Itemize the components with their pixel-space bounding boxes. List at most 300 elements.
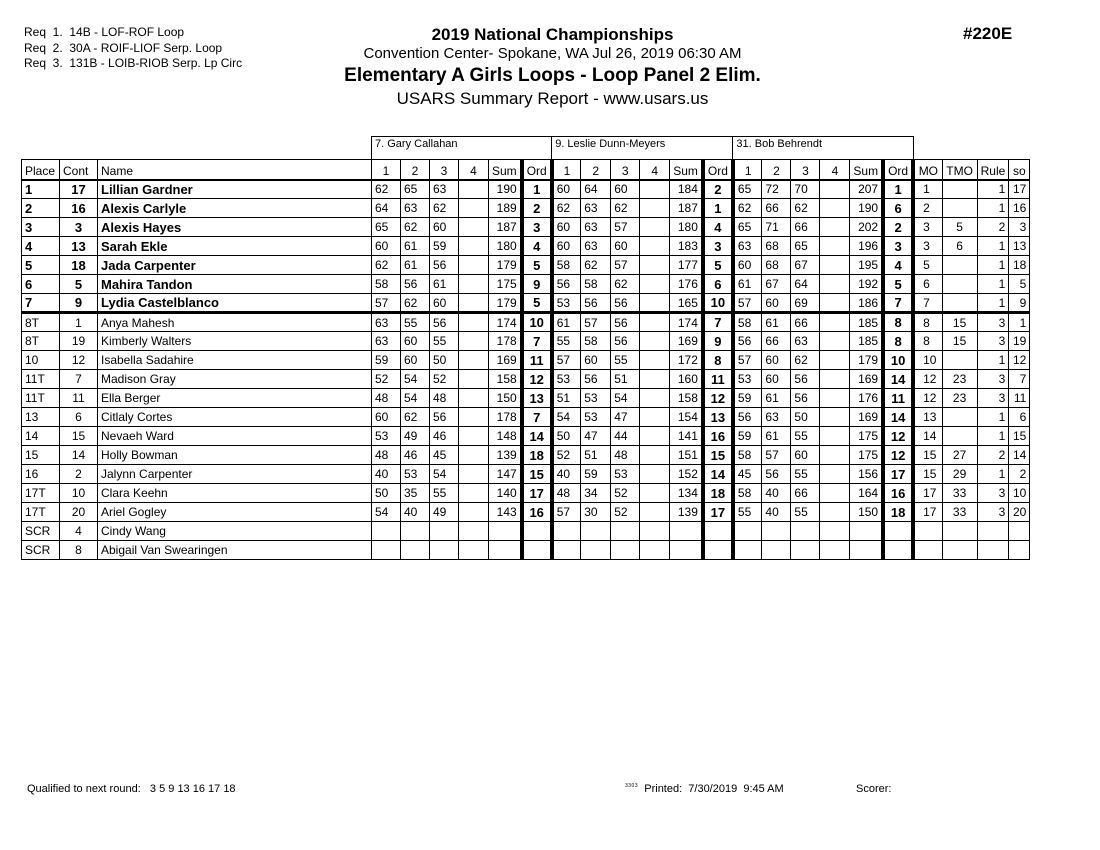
rule-cell bbox=[977, 522, 1009, 541]
skater-name-cell: Citlaly Cortes bbox=[98, 408, 372, 427]
judge3-score-1-cell: 45 bbox=[733, 465, 762, 484]
judge1-ordinal-cell: 1 bbox=[522, 180, 552, 199]
rule-cell: 1 bbox=[977, 408, 1009, 427]
judge1-score-4-cell bbox=[459, 237, 489, 256]
table-row bbox=[22, 351, 1030, 370]
tmo-cell bbox=[942, 294, 977, 313]
judge1-score-3-cell: 52 bbox=[430, 370, 459, 389]
mo-cell: 12 bbox=[913, 370, 942, 389]
judge-3-name: 31. Bob Behrendt bbox=[733, 137, 913, 160]
judge2-score-3-cell: 47 bbox=[611, 408, 640, 427]
column-header-so: so bbox=[1009, 160, 1030, 180]
tmo-cell bbox=[942, 351, 977, 370]
judge3-score-2-cell bbox=[762, 541, 791, 560]
judge2-score-2-cell: 30 bbox=[581, 503, 611, 522]
version-code: 3303 bbox=[625, 783, 639, 789]
judge1-score-1-cell: 57 bbox=[372, 294, 401, 313]
mo-cell: 12 bbox=[913, 389, 942, 408]
judge3-score-1-cell: 59 bbox=[733, 427, 762, 446]
judge2-score-2-cell: 58 bbox=[581, 275, 611, 294]
place-cell: 8T bbox=[22, 313, 60, 332]
mo-cell: 8 bbox=[913, 332, 942, 351]
judge1-sum-cell: 148 bbox=[489, 427, 522, 446]
skater-name-cell: Alexis Hayes bbox=[98, 218, 372, 237]
place-cell: 7 bbox=[22, 294, 60, 313]
judge2-score-2-cell: 59 bbox=[581, 465, 611, 484]
tmo-cell: 29 bbox=[942, 465, 977, 484]
judge1-score-4-cell bbox=[459, 351, 489, 370]
tmo-cell: 23 bbox=[942, 370, 977, 389]
judge1-score-2-cell: 61 bbox=[401, 256, 430, 275]
mo-cell: 3 bbox=[913, 237, 942, 256]
judge3-score-4-cell bbox=[820, 275, 850, 294]
judge3-score-4-cell bbox=[820, 199, 850, 218]
judge2-score-1-cell: 54 bbox=[552, 408, 581, 427]
judge3-score-4-cell bbox=[820, 351, 850, 370]
judge3-sum-cell: 175 bbox=[850, 446, 883, 465]
judge2-score-2-cell: 63 bbox=[581, 237, 611, 256]
judge3-score-1-cell: 56 bbox=[733, 332, 762, 351]
judge2-score-4-cell bbox=[640, 370, 670, 389]
judge2-score-4-cell bbox=[640, 180, 670, 199]
rule-cell: 1 bbox=[977, 237, 1009, 256]
judge3-score-2-cell: 56 bbox=[762, 465, 791, 484]
judge2-score-1-cell: 57 bbox=[552, 351, 581, 370]
table-row bbox=[22, 275, 1030, 294]
tmo-cell: 27 bbox=[942, 446, 977, 465]
judge2-ordinal-cell: 9 bbox=[703, 332, 733, 351]
judge2-score-2-cell: 53 bbox=[581, 408, 611, 427]
judge3-ordinal-cell: 12 bbox=[883, 446, 913, 465]
mo-cell: 2 bbox=[913, 199, 942, 218]
judge1-score-3-cell: 60 bbox=[430, 218, 459, 237]
judge1-score-3-cell: 59 bbox=[430, 237, 459, 256]
judge1-ordinal-cell: 10 bbox=[522, 313, 552, 332]
judge3-score-2-cell: 66 bbox=[762, 332, 791, 351]
place-cell: 11T bbox=[22, 389, 60, 408]
judge3-score-2-cell: 71 bbox=[762, 218, 791, 237]
column-header-judge3-sum: Sum bbox=[850, 160, 883, 180]
judge1-score-2-cell: 40 bbox=[401, 503, 430, 522]
column-header-judge1-sum: Sum bbox=[489, 160, 522, 180]
place-cell: 16 bbox=[22, 465, 60, 484]
judge3-score-2-cell: 57 bbox=[762, 446, 791, 465]
skater-name-cell: Lydia Castelblanco bbox=[98, 294, 372, 313]
cont-cell: 7 bbox=[60, 370, 98, 389]
place-cell: 1 bbox=[22, 180, 60, 199]
judge1-score-2-cell: 65 bbox=[401, 180, 430, 199]
judge3-score-3-cell bbox=[791, 522, 820, 541]
judge2-score-1-cell: 50 bbox=[552, 427, 581, 446]
judge1-score-3-cell: 50 bbox=[430, 351, 459, 370]
judge2-score-1-cell: 57 bbox=[552, 503, 581, 522]
skater-name-cell: Anya Mahesh bbox=[98, 313, 372, 332]
column-header-judge1-2: 2 bbox=[401, 160, 430, 180]
rule-cell: 1 bbox=[977, 180, 1009, 199]
judge2-score-2-cell: 64 bbox=[581, 180, 611, 199]
judge3-score-3-cell: 55 bbox=[791, 427, 820, 446]
tmo-cell: 23 bbox=[942, 389, 977, 408]
judge2-score-1-cell: 60 bbox=[552, 237, 581, 256]
rule-cell: 1 bbox=[977, 199, 1009, 218]
judge3-score-2-cell: 61 bbox=[762, 389, 791, 408]
tmo-cell: 5 bbox=[942, 218, 977, 237]
judge3-ordinal-cell: 10 bbox=[883, 351, 913, 370]
judge1-score-1-cell bbox=[372, 522, 401, 541]
judge2-score-2-cell: 51 bbox=[581, 446, 611, 465]
judge3-score-4-cell bbox=[820, 218, 850, 237]
judge3-ordinal-cell: 8 bbox=[883, 313, 913, 332]
judge3-score-1-cell bbox=[733, 522, 762, 541]
column-header-judge2-ord: Ord bbox=[703, 160, 733, 180]
judge3-ordinal-cell: 12 bbox=[883, 427, 913, 446]
column-header-judge2-2: 2 bbox=[581, 160, 611, 180]
judge3-score-3-cell: 55 bbox=[791, 503, 820, 522]
judge1-sum-cell: 178 bbox=[489, 408, 522, 427]
so-cell: 17 bbox=[1009, 180, 1030, 199]
judge3-score-2-cell: 60 bbox=[762, 370, 791, 389]
so-cell: 20 bbox=[1009, 503, 1030, 522]
tmo-cell bbox=[942, 180, 977, 199]
place-cell: 15 bbox=[22, 446, 60, 465]
place-cell: 5 bbox=[22, 256, 60, 275]
judge1-score-3-cell bbox=[430, 522, 459, 541]
rule-cell: 3 bbox=[977, 484, 1009, 503]
judge2-sum-cell: 151 bbox=[670, 446, 703, 465]
judge3-score-2-cell: 66 bbox=[762, 199, 791, 218]
judge2-sum-cell: 184 bbox=[670, 180, 703, 199]
judge3-sum-cell: 156 bbox=[850, 465, 883, 484]
judge1-score-3-cell bbox=[430, 541, 459, 560]
column-header-judge1-4: 4 bbox=[459, 160, 489, 180]
cont-cell: 20 bbox=[60, 503, 98, 522]
judge3-score-4-cell bbox=[820, 332, 850, 351]
judge1-sum-cell: 189 bbox=[489, 199, 522, 218]
judge1-score-4-cell bbox=[459, 256, 489, 275]
judge2-sum-cell: 154 bbox=[670, 408, 703, 427]
judge1-score-3-cell: 60 bbox=[430, 294, 459, 313]
skater-name-cell: Madison Gray bbox=[98, 370, 372, 389]
judge1-sum-cell bbox=[489, 541, 522, 560]
judge3-sum-cell: 150 bbox=[850, 503, 883, 522]
so-cell: 9 bbox=[1009, 294, 1030, 313]
judge2-score-4-cell bbox=[640, 275, 670, 294]
table-row bbox=[22, 541, 1030, 560]
judge1-score-4-cell bbox=[459, 503, 489, 522]
judge2-score-3-cell: 52 bbox=[611, 484, 640, 503]
scorer-label: Scorer: bbox=[856, 783, 892, 795]
mo-cell: 3 bbox=[913, 218, 942, 237]
judge2-score-2-cell bbox=[581, 522, 611, 541]
judge3-score-1-cell: 59 bbox=[733, 389, 762, 408]
judge1-score-3-cell: 62 bbox=[430, 199, 459, 218]
judge3-score-1-cell: 57 bbox=[733, 294, 762, 313]
requirement-1: Req 1. 14B - LOF-ROF Loop bbox=[24, 25, 185, 39]
cont-cell: 2 bbox=[60, 465, 98, 484]
judge3-score-1-cell: 58 bbox=[733, 484, 762, 503]
so-cell: 7 bbox=[1009, 370, 1030, 389]
judge1-sum-cell: 143 bbox=[489, 503, 522, 522]
tmo-cell bbox=[942, 541, 977, 560]
judge3-score-2-cell: 68 bbox=[762, 256, 791, 275]
judge3-ordinal-cell bbox=[883, 522, 913, 541]
judge2-score-4-cell bbox=[640, 389, 670, 408]
table-row bbox=[22, 503, 1030, 522]
judge2-score-2-cell: 57 bbox=[581, 313, 611, 332]
judge1-score-4-cell bbox=[459, 389, 489, 408]
judge2-score-2-cell: 56 bbox=[581, 294, 611, 313]
judge3-score-1-cell: 56 bbox=[733, 408, 762, 427]
judge2-score-4-cell bbox=[640, 427, 670, 446]
judge2-score-2-cell: 63 bbox=[581, 218, 611, 237]
judge1-score-3-cell: 56 bbox=[430, 313, 459, 332]
judge2-score-2-cell: 56 bbox=[581, 370, 611, 389]
judge3-sum-cell: 207 bbox=[850, 180, 883, 199]
so-cell: 2 bbox=[1009, 465, 1030, 484]
judge3-ordinal-cell: 8 bbox=[883, 332, 913, 351]
judge3-ordinal-cell: 18 bbox=[883, 503, 913, 522]
qualified-label: Qualified to next round: bbox=[27, 783, 141, 795]
tmo-cell bbox=[942, 522, 977, 541]
judge1-sum-cell: 158 bbox=[489, 370, 522, 389]
judge3-score-2-cell: 61 bbox=[762, 427, 791, 446]
judge1-score-1-cell: 48 bbox=[372, 389, 401, 408]
cont-cell: 13 bbox=[60, 237, 98, 256]
judge2-sum-cell bbox=[670, 541, 703, 560]
judge1-sum-cell: 174 bbox=[489, 313, 522, 332]
judge3-score-3-cell: 69 bbox=[791, 294, 820, 313]
judge1-score-1-cell: 65 bbox=[372, 218, 401, 237]
judge1-sum-cell: 147 bbox=[489, 465, 522, 484]
judge1-score-1-cell: 53 bbox=[372, 427, 401, 446]
so-cell: 11 bbox=[1009, 389, 1030, 408]
judge2-sum-cell: 169 bbox=[670, 332, 703, 351]
judge2-score-1-cell bbox=[552, 522, 581, 541]
judge3-score-1-cell: 57 bbox=[733, 351, 762, 370]
judge3-ordinal-cell: 14 bbox=[883, 370, 913, 389]
column-header-tmo: TMO bbox=[942, 160, 977, 180]
judge1-score-1-cell: 63 bbox=[372, 332, 401, 351]
table-row bbox=[22, 522, 1030, 541]
judge2-ordinal-cell: 5 bbox=[703, 256, 733, 275]
judge1-score-2-cell: 62 bbox=[401, 408, 430, 427]
judge1-sum-cell: 139 bbox=[489, 446, 522, 465]
judge3-score-2-cell: 40 bbox=[762, 484, 791, 503]
column-header-cont: Cont bbox=[60, 160, 98, 180]
judge3-score-4-cell bbox=[820, 370, 850, 389]
judge1-score-4-cell bbox=[459, 275, 489, 294]
judge1-score-3-cell: 54 bbox=[430, 465, 459, 484]
judge2-score-3-cell: 44 bbox=[611, 427, 640, 446]
judge1-sum-cell: 150 bbox=[489, 389, 522, 408]
cont-cell: 16 bbox=[60, 199, 98, 218]
cont-cell: 15 bbox=[60, 427, 98, 446]
printed-note bbox=[625, 783, 784, 795]
report-subtitle: USARS Summary Report - www.usars.us bbox=[396, 89, 709, 108]
judge3-ordinal-cell: 11 bbox=[883, 389, 913, 408]
tmo-cell bbox=[942, 427, 977, 446]
judge1-score-4-cell bbox=[459, 446, 489, 465]
judge2-sum-cell: 187 bbox=[670, 199, 703, 218]
judge2-ordinal-cell: 12 bbox=[703, 389, 733, 408]
judge2-score-2-cell: 63 bbox=[581, 199, 611, 218]
judge3-score-4-cell bbox=[820, 446, 850, 465]
tmo-cell: 6 bbox=[942, 237, 977, 256]
mo-cell: 17 bbox=[913, 484, 942, 503]
judge1-ordinal-cell: 15 bbox=[522, 465, 552, 484]
judge2-score-3-cell: 56 bbox=[611, 313, 640, 332]
column-header-place: Place bbox=[22, 160, 60, 180]
judge1-score-4-cell bbox=[459, 199, 489, 218]
mo-cell: 10 bbox=[913, 351, 942, 370]
judge3-score-4-cell bbox=[820, 313, 850, 332]
mo-cell bbox=[913, 522, 942, 541]
judge2-score-3-cell: 48 bbox=[611, 446, 640, 465]
so-cell: 1 bbox=[1009, 313, 1030, 332]
judge2-score-3-cell: 56 bbox=[611, 332, 640, 351]
results-table bbox=[21, 136, 1030, 560]
judge1-ordinal-cell: 17 bbox=[522, 484, 552, 503]
judge2-score-4-cell bbox=[640, 218, 670, 237]
so-cell: 5 bbox=[1009, 275, 1030, 294]
judge1-score-2-cell: 56 bbox=[401, 275, 430, 294]
cont-cell: 14 bbox=[60, 446, 98, 465]
skater-name-cell: Mahira Tandon bbox=[98, 275, 372, 294]
cont-cell: 5 bbox=[60, 275, 98, 294]
judge2-ordinal-cell: 3 bbox=[703, 237, 733, 256]
judge3-sum-cell bbox=[850, 522, 883, 541]
table-row bbox=[22, 408, 1030, 427]
judge1-score-1-cell: 52 bbox=[372, 370, 401, 389]
judge2-ordinal-cell: 2 bbox=[703, 180, 733, 199]
judge1-ordinal-cell: 3 bbox=[522, 218, 552, 237]
judge2-sum-cell: 165 bbox=[670, 294, 703, 313]
cont-cell: 17 bbox=[60, 180, 98, 199]
judge1-score-1-cell: 54 bbox=[372, 503, 401, 522]
so-cell: 18 bbox=[1009, 256, 1030, 275]
skater-name-cell: Clara Keehn bbox=[98, 484, 372, 503]
column-header-judge1-ord: Ord bbox=[522, 160, 552, 180]
skater-name-cell: Isabella Sadahire bbox=[98, 351, 372, 370]
judge3-sum-cell: 186 bbox=[850, 294, 883, 313]
column-header-row bbox=[22, 160, 1030, 180]
so-cell: 10 bbox=[1009, 484, 1030, 503]
place-cell: SCR bbox=[22, 541, 60, 560]
judge1-ordinal-cell: 18 bbox=[522, 446, 552, 465]
place-cell: 11T bbox=[22, 370, 60, 389]
judge2-ordinal-cell: 4 bbox=[703, 218, 733, 237]
so-cell: 14 bbox=[1009, 446, 1030, 465]
table-row bbox=[22, 465, 1030, 484]
judge3-score-3-cell: 56 bbox=[791, 389, 820, 408]
cont-cell: 8 bbox=[60, 541, 98, 560]
judge1-sum-cell bbox=[489, 522, 522, 541]
place-cell: SCR bbox=[22, 522, 60, 541]
judge3-score-3-cell: 63 bbox=[791, 332, 820, 351]
skater-name-cell: Kimberly Walters bbox=[98, 332, 372, 351]
judge2-score-1-cell bbox=[552, 541, 581, 560]
judge1-score-4-cell bbox=[459, 332, 489, 351]
tmo-cell bbox=[942, 199, 977, 218]
column-header-judge1-3: 3 bbox=[430, 160, 459, 180]
column-header-judge2-3: 3 bbox=[611, 160, 640, 180]
place-cell: 3 bbox=[22, 218, 60, 237]
place-cell: 13 bbox=[22, 408, 60, 427]
judge2-sum-cell: 141 bbox=[670, 427, 703, 446]
mo-cell: 14 bbox=[913, 427, 942, 446]
judge2-score-1-cell: 60 bbox=[552, 218, 581, 237]
judge3-sum-cell: 195 bbox=[850, 256, 883, 275]
table-row bbox=[22, 484, 1030, 503]
judge3-score-2-cell: 67 bbox=[762, 275, 791, 294]
judge2-score-1-cell: 53 bbox=[552, 294, 581, 313]
judge1-ordinal-cell: 14 bbox=[522, 427, 552, 446]
judge2-score-4-cell bbox=[640, 313, 670, 332]
cont-cell: 9 bbox=[60, 294, 98, 313]
requirement-3: Req 3. 131B - LOIB-RIOB Serp. Lp Circ bbox=[24, 56, 243, 70]
so-cell: 16 bbox=[1009, 199, 1030, 218]
judge1-score-4-cell bbox=[459, 370, 489, 389]
judge3-score-3-cell: 66 bbox=[791, 313, 820, 332]
skater-name-cell: Lillian Gardner bbox=[98, 180, 372, 199]
competition-title: 2019 National Championships bbox=[431, 25, 674, 44]
place-cell: 6 bbox=[22, 275, 60, 294]
judge1-score-2-cell: 60 bbox=[401, 332, 430, 351]
judge3-sum-cell: 169 bbox=[850, 408, 883, 427]
table-row bbox=[22, 313, 1030, 332]
judge2-sum-cell: 139 bbox=[670, 503, 703, 522]
so-cell bbox=[1009, 522, 1030, 541]
requirement-2: Req 2. 30A - ROIF-LIOF Serp. Loop bbox=[24, 40, 223, 55]
judge1-score-2-cell bbox=[401, 522, 430, 541]
judge1-sum-cell: 140 bbox=[489, 484, 522, 503]
judge3-score-4-cell bbox=[820, 522, 850, 541]
rule-cell: 1 bbox=[977, 427, 1009, 446]
judge1-ordinal-cell: 13 bbox=[522, 389, 552, 408]
judge2-ordinal-cell: 10 bbox=[703, 294, 733, 313]
skater-name-cell: Jalynn Carpenter bbox=[98, 465, 372, 484]
column-header-judge3-3: 3 bbox=[791, 160, 820, 180]
judge2-score-2-cell: 53 bbox=[581, 389, 611, 408]
skater-name-cell: Ella Berger bbox=[98, 389, 372, 408]
judge1-score-1-cell: 60 bbox=[372, 408, 401, 427]
judge3-sum-cell: 175 bbox=[850, 427, 883, 446]
judge1-score-3-cell: 55 bbox=[430, 332, 459, 351]
judge3-ordinal-cell: 4 bbox=[883, 256, 913, 275]
judge3-sum-cell: 202 bbox=[850, 218, 883, 237]
judge3-sum-cell: 176 bbox=[850, 389, 883, 408]
so-cell: 13 bbox=[1009, 237, 1030, 256]
judge2-sum-cell: 172 bbox=[670, 351, 703, 370]
judge3-sum-cell: 192 bbox=[850, 275, 883, 294]
tmo-cell: 33 bbox=[942, 484, 977, 503]
judge3-score-3-cell: 66 bbox=[791, 218, 820, 237]
judge2-score-4-cell bbox=[640, 408, 670, 427]
judge1-ordinal-cell: 4 bbox=[522, 237, 552, 256]
judge1-score-3-cell: 48 bbox=[430, 389, 459, 408]
table-row bbox=[22, 237, 1030, 256]
judge-2-name: 9. Leslie Dunn-Meyers bbox=[552, 137, 733, 160]
judge2-sum-cell: 183 bbox=[670, 237, 703, 256]
judge1-score-4-cell bbox=[459, 541, 489, 560]
judge3-sum-cell: 169 bbox=[850, 370, 883, 389]
judge2-score-3-cell: 54 bbox=[611, 389, 640, 408]
judge1-score-4-cell bbox=[459, 218, 489, 237]
judge2-score-1-cell: 53 bbox=[552, 370, 581, 389]
judge3-sum-cell: 185 bbox=[850, 332, 883, 351]
judge2-score-1-cell: 55 bbox=[552, 332, 581, 351]
judge2-score-1-cell: 62 bbox=[552, 199, 581, 218]
